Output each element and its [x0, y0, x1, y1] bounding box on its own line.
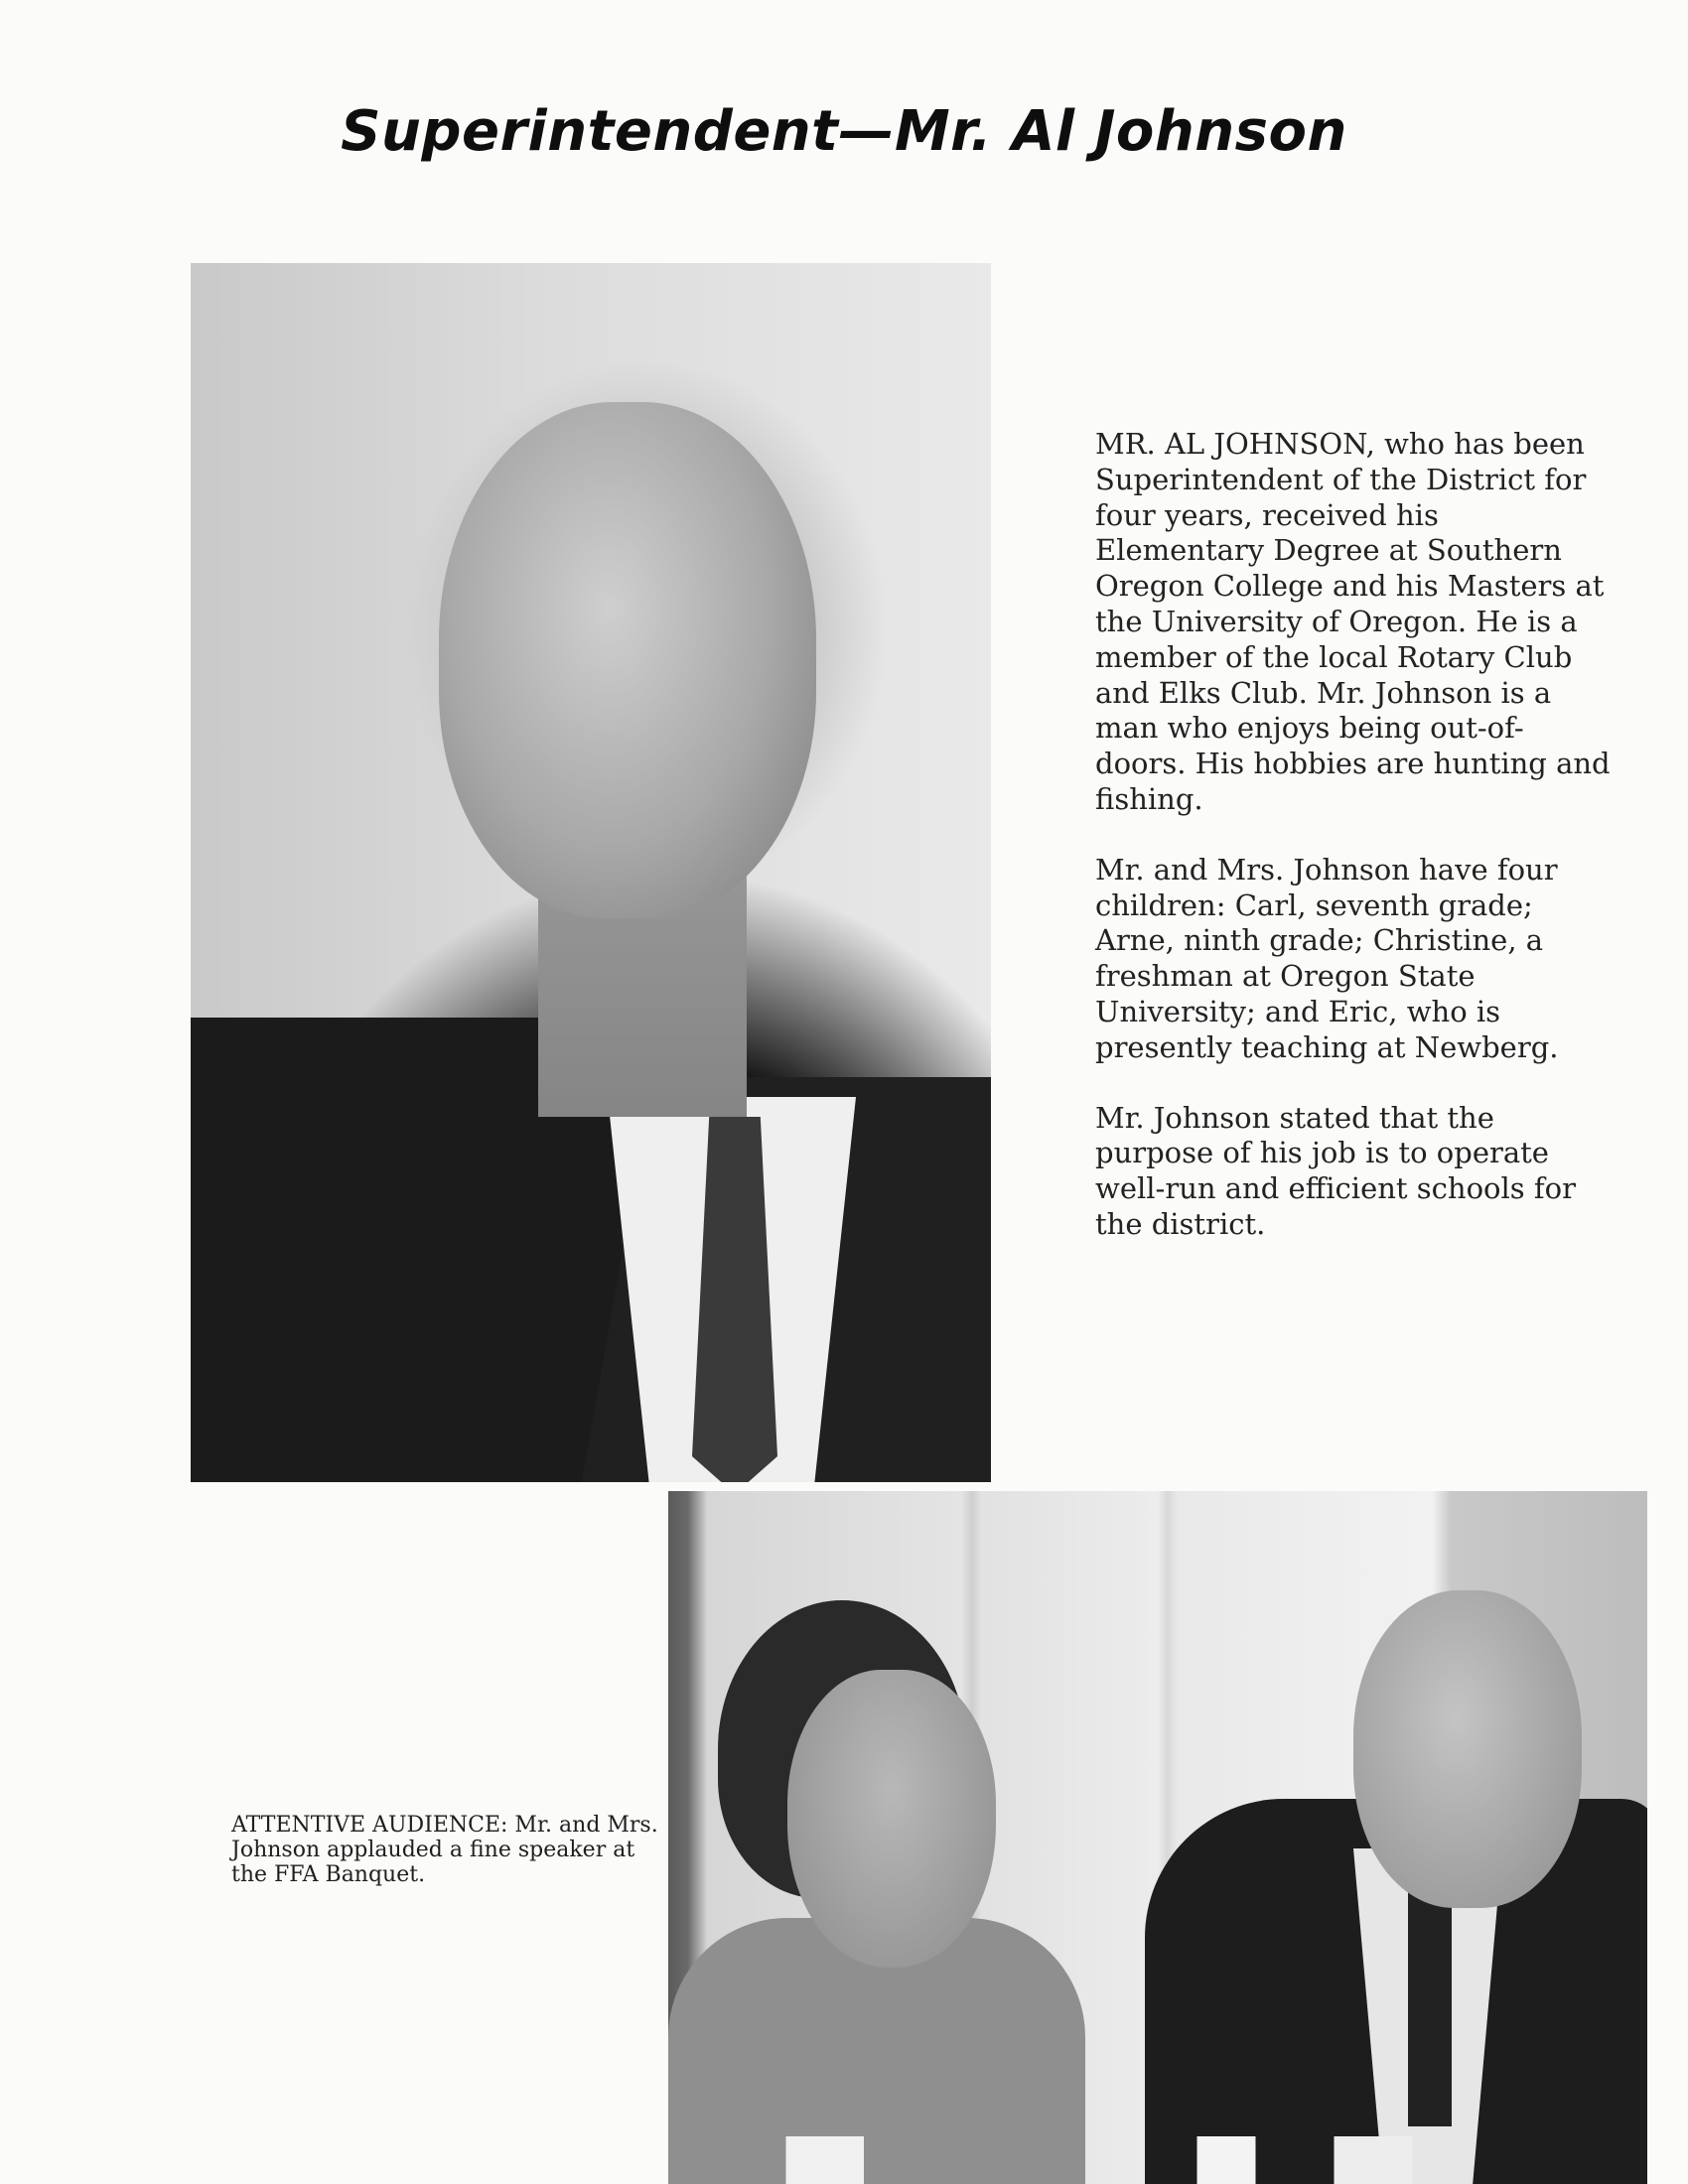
banquet-table-cups: [668, 2136, 1647, 2184]
article-paragraph-2: Mr. and Mrs. Johnson have four children: Carl, seventh grade; Arne, ninth grade; Christine, a freshman at Oregon State University; and Eric, who is presently teaching at Newberg.: [1095, 852, 1559, 1064]
portrait-head: [439, 402, 816, 918]
banquet-woman-face: [787, 1670, 996, 1968]
article-paragraph-3: Mr. Johnson stated that the purpose of his job is to operate well-run and efficient schools for the district.: [1095, 1100, 1576, 1241]
banquet-photo: [668, 1491, 1647, 2184]
photo-caption: ATTENTIVE AUDIENCE: Mr. and Mrs. Johnson applauded a fine speaker at the FFA Banquet.: [231, 1813, 658, 1887]
portrait-photo: [191, 263, 991, 1482]
page-title: Superintendent—Mr. Al Johnson: [341, 99, 1347, 164]
article-paragraph-1: MR. AL JOHNSON, who has been Superintendent of the District for four years, received his Elementary Degree at Southern Oregon College and his Masters at the University of Oregon. He is a member of the local Rotary Club and Elks Club. Mr. Johnson is a man who enjoys being out-of-doors. His hobbies are hunting and fishing.: [1095, 427, 1611, 816]
banquet-man-head: [1353, 1590, 1582, 1908]
article-body: [1095, 427, 1612, 1278]
banquet-man-tie: [1408, 1878, 1452, 2126]
